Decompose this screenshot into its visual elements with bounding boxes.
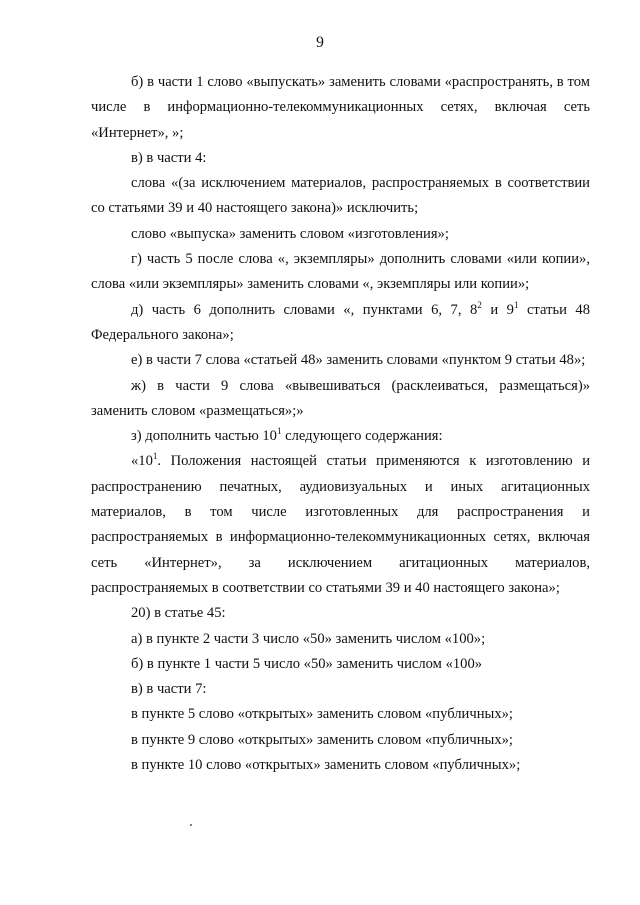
paragraph-point-5: в пункте 5 слово «открытых» заменить словом «публичных»; (131, 706, 513, 723)
paragraph-zh-part-9: ж) в части 9 слова «вывешиваться (расклеиваться, размещаться)» заменить словом «размещаться»;» (91, 377, 590, 419)
paragraph-point-10: в пункте 10 слово «открытых» заменить словом «публичных»; (131, 757, 521, 774)
page-number: 9 (316, 34, 324, 51)
paragraph-b-part-1: б) в части 1 слово «выпускать» заменить словами «распространять, в том числе в информационно-телекоммуникационных сетях, включая сеть «Интернет», »; (91, 74, 590, 141)
paragraph-point-9: в пункте 9 слово «открытых» заменить словом «публичных»; (131, 731, 513, 748)
scan-speck (190, 824, 192, 826)
paragraph-quoted-part-10-1: «$10^1$. Положения настоящей статьи применяются к изготовлению и распространению печатных, аудиовизуальных и иных агитационных материалов, в том числе изготовленных для распространения и распространяемых в информационно-телекоммуникационных сетях, включая сеть «Интернет», за исключением агитационных материалов, распространяемых в соответствии со статьями 39 и 40 настоящего закона»; (91, 451, 590, 596)
paragraph-b-part-5: б) в пункте 1 части 5 число «50» заменить числом «100» (131, 655, 483, 672)
paragraph-z-add-part: з) дополнить частью $10^1$ следующего содержания: (131, 426, 443, 445)
document-body (91, 70, 590, 778)
paragraph-word-vypuska: слово «выпуска» заменить словом «изготовления»; (131, 225, 449, 242)
paragraph-g-part-5: г) часть 5 после слова «, экземпляры» дополнить словами «или копии», слова «или экземпляры» заменить словами «, экземпляры или копии»; (91, 251, 590, 293)
paragraph-v-part-7: в) в части 7: (131, 681, 207, 698)
paragraph-d-part-6: д) часть 6 дополнить словами «, пунктами 6, 7, $8^2$ и $9^1$ статьи 48 Федерального закона»; (91, 299, 591, 343)
paragraph-a-part-3: а) в пункте 2 части 3 число «50» заменить числом «100»; (131, 630, 486, 647)
paragraph-words-exclude: слова «(за исключением материалов, распространяемых в соответствии со статьями 39 и 40 настоящего закона)» исключить; (91, 175, 590, 217)
paragraph-v-part-4: в) в части 4: (131, 149, 207, 166)
paragraph-20-article-45: 20) в статье 45: (131, 605, 226, 622)
paragraph-e-part-7: е) в части 7 слова «статьей 48» заменить словами «пунктом 9 статьи 48»; (131, 352, 586, 369)
